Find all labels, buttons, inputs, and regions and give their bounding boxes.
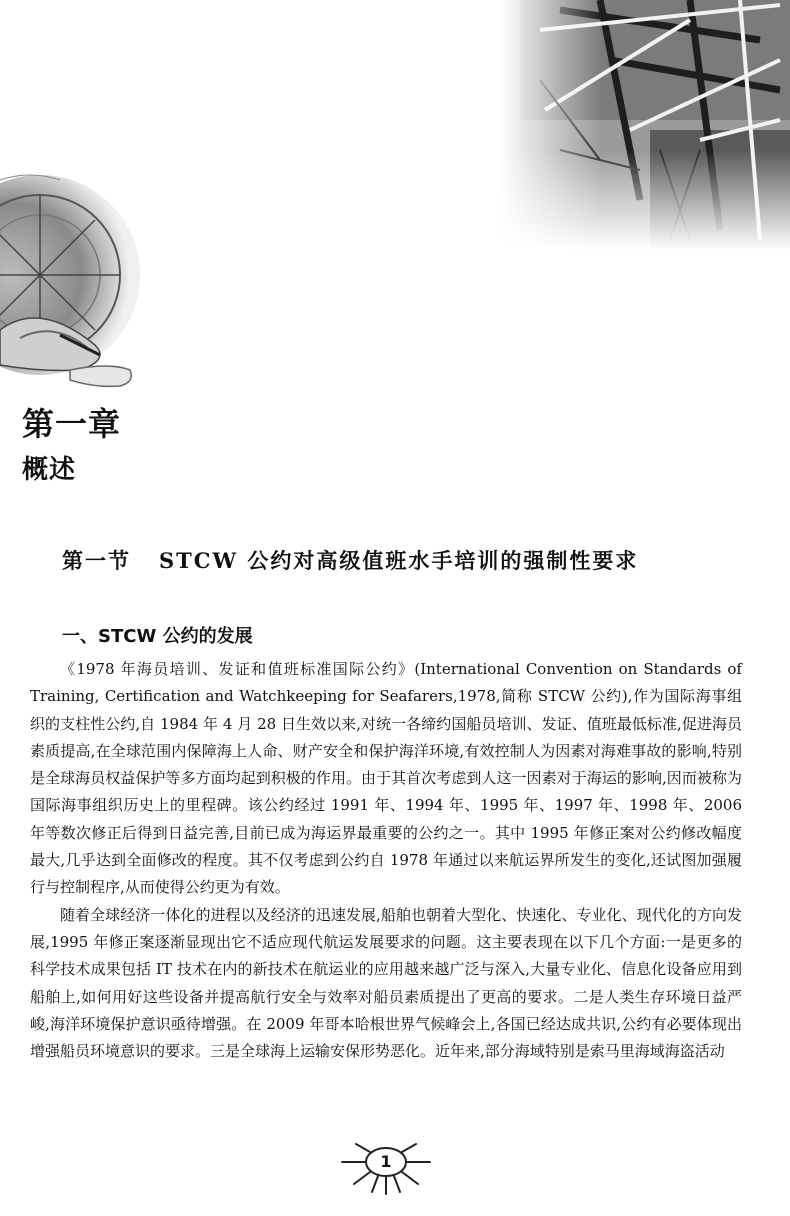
header-illustration — [0, 0, 790, 400]
page-number-ornament — [338, 1136, 434, 1196]
chapter-title: 概述 — [22, 455, 77, 485]
section-title: STCW 公约对高级值班水手培训的强制性要求 — [159, 548, 639, 573]
section-number: 第一节 — [62, 548, 131, 573]
ship-crane-illustration — [500, 0, 790, 250]
paragraph: 《1978 年海员培训、发证和值班标准国际公约》(International Convention on Standards of Training, Certification and Watchkeeping for Seafarers,1978,简称 STCW 公约),作为国际海事组织的支柱性公约,自 1984 年 4 月 28 日生效以来,对统一各缔约国船员培训、发证、值班最低标准,促进海员素质提高,在全球范围内保障海上人命、财产安全和保护海洋环境,有效控制人为因素对海难事故的影响,特别是全球海员权益保护等多方面均起到积极的作用。由于其首次考虑到人这一因素对于海运的影响,因而被称为国际海事组织历史上的里程碑。该公约经过 1991 年、1994 年、1995 年、1997 年、1998 年、2006 年等数次修正后得到日益完善,目前已成为海运界最重要的公约之一。其中 1995 年修正案对公约修改幅度最大,几乎达到全面修改的程度。其不仅考虑到公约自 1978 年通过以来航运界所发生的变化,还试图加强履行与控制程序,从而使得公约更为有效。 — [30, 660, 742, 897]
chapter-number: 第一章 — [22, 405, 122, 443]
section-heading — [62, 545, 762, 575]
compass-hand-illustration — [0, 175, 140, 386]
subsection-heading: 一、STCW 公约的发展 — [62, 626, 253, 647]
page-number: 1 — [380, 1152, 392, 1171]
chapter-heading — [22, 400, 121, 490]
paragraph: 随着全球经济一体化的进程以及经济的迅速发展,船舶也朝着大型化、快速化、专业化、现代化的方向发展,1995 年修正案逐渐显现出它不适应现代航运发展要求的问题。这主要表现在以下几个方面:一是更多的科学技术成果包括 IT 技术在内的新技术在航运业的应用越来越广泛与深入,大量专业化、信息化设备应用到船舶上,如何用好这些设备并提高航行安全与效率对船员素质提出了更高的要求。二是人类生存环境日益严峻,海洋环境保护意识亟待增强。在 2009 年哥本哈根世界气候峰会上,各国已经达成共识,公约有必要体现出增强船员环境意识的要求。三是全球海上运输安保形势恶化。近年来,部分海域特别是索马里海域海盗活动 — [30, 905, 742, 1061]
body-text — [30, 656, 742, 1065]
